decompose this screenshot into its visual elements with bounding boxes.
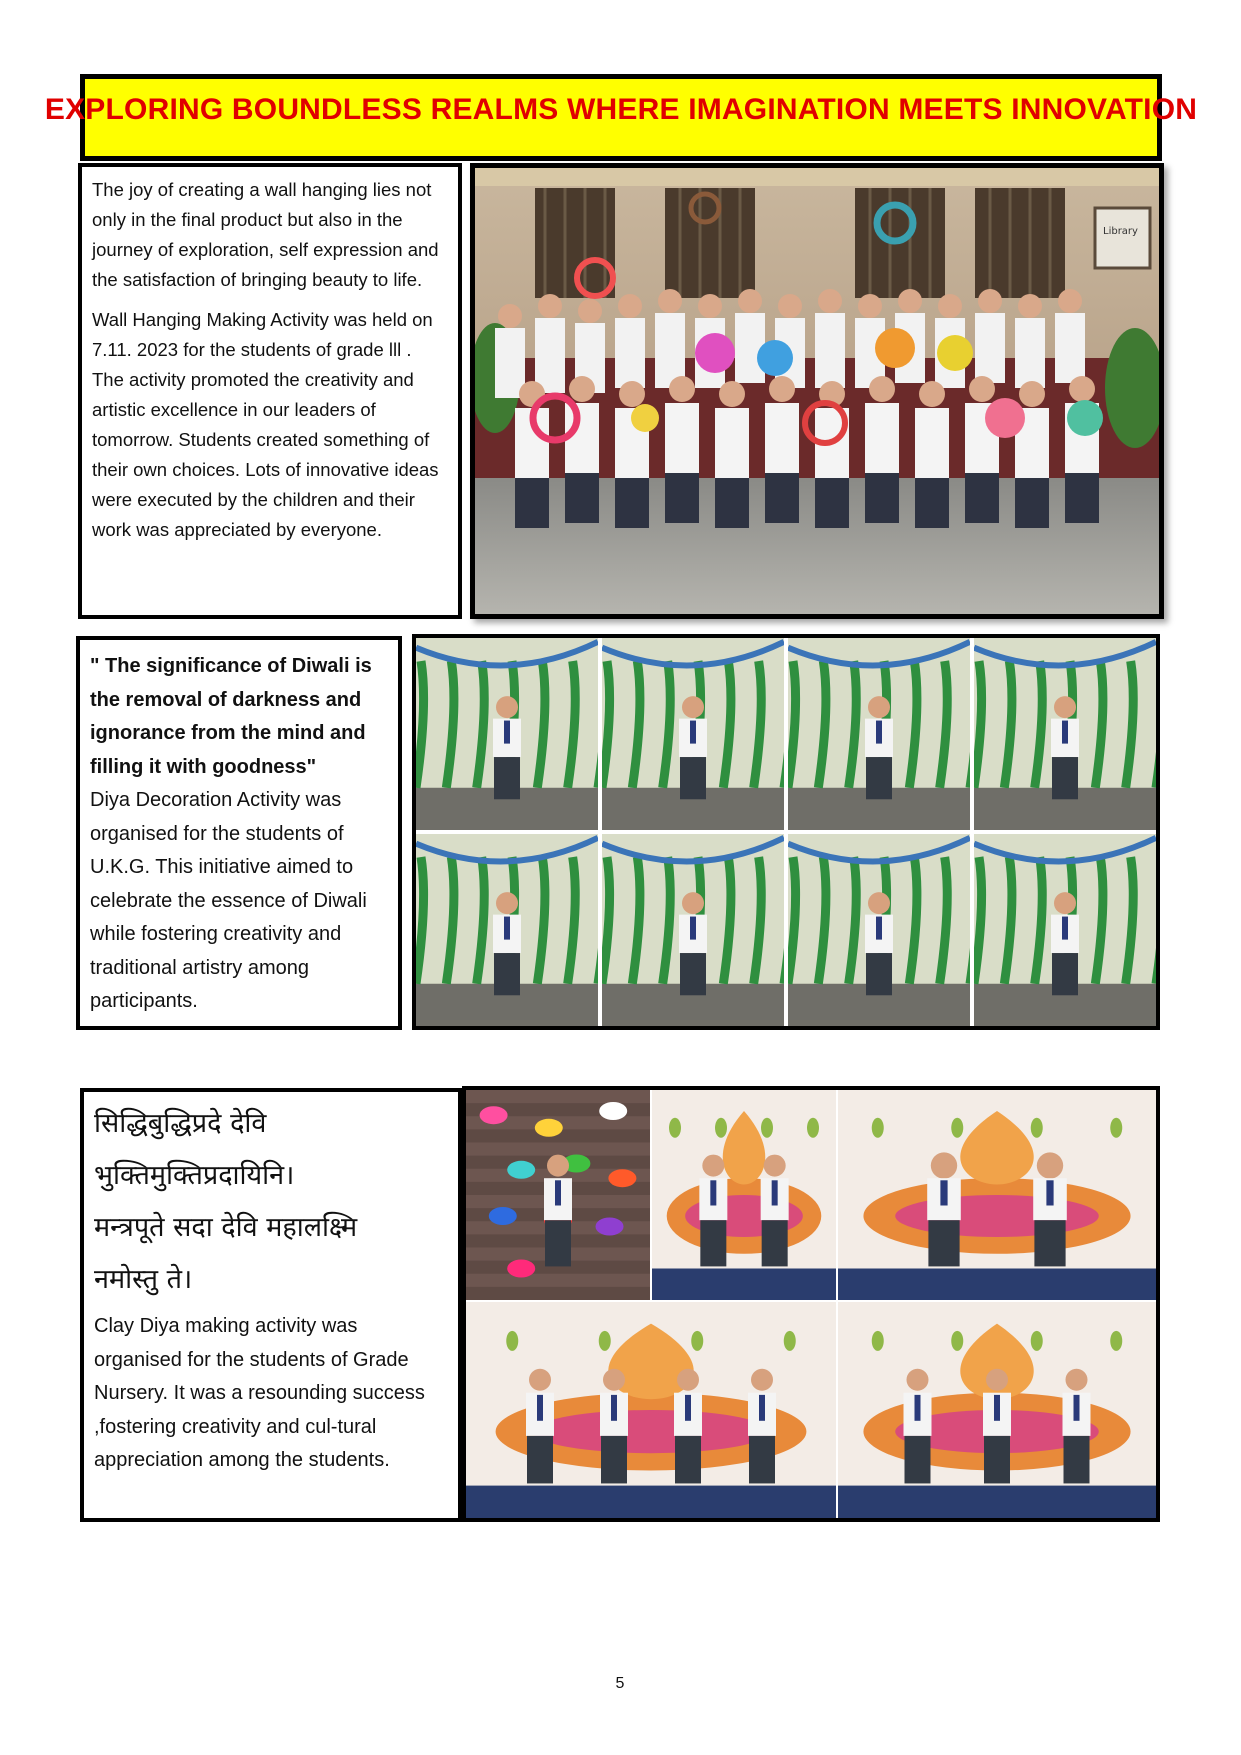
page-title: EXPLORING BOUNDLESS REALMS WHERE IMAGINATION MEETS INNOVATION <box>44 93 1198 126</box>
wall-hanging-intro: The joy of creating a wall hanging lies not only in the final product but also in the journey of exploration, self expression and the satisfaction of bringing beauty to life. <box>92 179 439 290</box>
shloka-line-2: भुक्तिमुक्तिप्रदायिनि। <box>94 1160 295 1191</box>
nursery-activity-photo <box>838 1090 1156 1300</box>
clay-diya-description: Clay Diya making activity was organised for the students of Grade Nursery. It was a resounding success ,fostering creativity and cul-tural appreciation among the students. <box>94 1315 425 1471</box>
wall-hanging-group-photo <box>470 163 1164 619</box>
library-sign: Library <box>1103 226 1138 237</box>
sanskrit-shloka <box>94 1098 448 1306</box>
ukg-student-photo <box>602 834 784 1026</box>
shloka-line-4: नमोस्तु ते। <box>94 1264 193 1295</box>
nursery-activity-photo <box>652 1090 836 1300</box>
clay-diya-text-box <box>80 1088 462 1522</box>
wall-hanging-text-box <box>78 163 462 619</box>
ukg-student-photo <box>416 834 598 1026</box>
diwali-quote: " The significance of Diwali is the removal of darkness and ignorance from the mind and filling it with goodness" <box>90 655 372 778</box>
shloka-line-3: मन्त्रपूते सदा देवि महालक्ष्मि <box>94 1212 358 1243</box>
diya-decoration-photo-grid <box>412 634 1160 1030</box>
nursery-activity-photo <box>466 1090 650 1300</box>
group-photo-image <box>475 168 1159 614</box>
ukg-student-photo <box>788 638 970 830</box>
shloka-line-1: सिद्धिबुद्धिप्रदे देवि <box>94 1108 267 1139</box>
diya-decoration-text-box <box>76 636 402 1030</box>
ukg-student-photo <box>788 834 970 1026</box>
ukg-student-photo <box>974 834 1156 1026</box>
wall-hanging-description: Wall Hanging Making Activity was held on 7.11. 2023 for the students of grade lll . The activity promoted the creativity and artistic excellence in our leaders of tomorrow. Students created something of their own choices. Lots of innovative ideas were executed by the children and their work was appreciated by everyone. <box>92 309 439 540</box>
clay-diya-photo-collage <box>462 1086 1160 1522</box>
ukg-student-photo <box>602 638 784 830</box>
title-banner <box>44 74 1198 161</box>
ukg-student-photo <box>416 638 598 830</box>
ukg-student-photo <box>974 638 1156 830</box>
page-number: 5 <box>615 1675 625 1692</box>
nursery-activity-photo <box>838 1302 1156 1518</box>
diya-decoration-description: Diya Decoration Activity was organised for the students of U.K.G. This initiative aimed to celebrate the essence of Diwali while fostering creativity and traditional artistry among participants. <box>90 789 367 1012</box>
nursery-activity-photo <box>466 1302 836 1518</box>
